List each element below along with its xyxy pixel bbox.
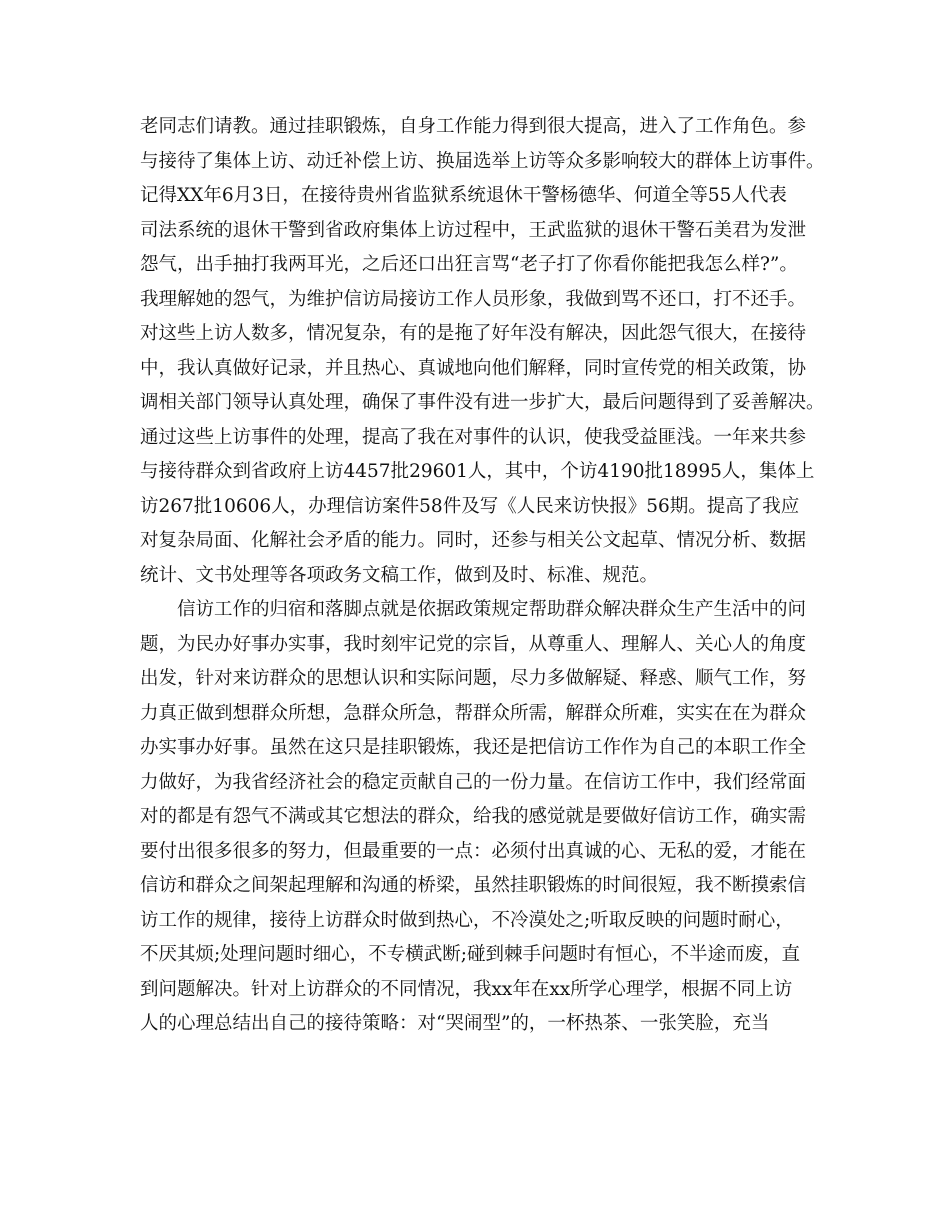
text-line: 到问题解决。针对上访群众的不同情况，我xx年在xx所学心理学，根据不同上访 (140, 978, 793, 1000)
text-line: 力做好，为我省经济社会的稳定贡献自己的一份力量。在信访工作中，我们经常面 (140, 771, 807, 793)
text-line: 题，为民办好事办实事，我时刻牢记党的宗旨，从尊重人、理解人、关心人的角度 (140, 633, 807, 655)
text-line: 对这些上访人数多，情况复杂，有的是拖了好年没有解决，因此怨气很大，在接待 (140, 323, 807, 344)
text-line: 记得XX年6月3日，在接待贵州省监狱系统退休干警杨德华、何道全等55人代表 (140, 185, 787, 206)
text-line: 老同志们请教。通过挂职锻炼，自身工作能力得到很大提高，进入了工作角色。参 (140, 116, 807, 137)
text-line: 统计、文书处理等各项政务文稿工作，做到及时、标准、规范。 (140, 564, 659, 586)
document-body (140, 110, 830, 1042)
text-line: 与接待群众到省政府上访4457批29601人，其中，个访4190批18995人，集体上 (140, 461, 815, 482)
text-line: 对复杂局面、化解社会矛盾的能力。同时，还参与相关公文起草、情况分析、数据 (140, 530, 807, 551)
text-line: 力真正做到想群众所想，急群众所急，帮群众所需，解群众所难，实实在在为群众 (140, 702, 807, 724)
text-line: 要付出很多很多的努力，但最重要的一点：必须付出真诚的心、无私的爱，才能在 (140, 840, 807, 862)
text-line: 对的都是有怨气不满或其它想法的群众，给我的感觉就是要做好信访工作，确实需 (140, 806, 807, 827)
text-line: 人的心理总结出自己的接待策略：对“哭闹型”的，一杯热茶、一张笑脸，充当 (140, 1013, 770, 1034)
text-line: 与接待了集体上访、动迁补偿上访、换届选举上访等众多影响较大的群体上访事件。 (140, 150, 825, 172)
text-line: 我理解她的怨气，为维护信访局接访工作人员形象，我做到骂不还口，打不还手。 (140, 288, 807, 310)
text-line: 出发，针对来访群众的思想认识和实际问题，尽力多做解疑、释惑、顺气工作，努 (140, 668, 807, 689)
text-line: 调相关部门领导认真处理，确保了事件没有进一步扩大，最后问题得到了妥善解决。 (140, 392, 825, 413)
text-line: 信访和群众之间架起理解和沟通的桥梁，虽然挂职锻炼的时间很短，我不断摸索信 (140, 875, 807, 896)
text-line: 访工作的规律，接待上访群众时做到热心，不冷漠处之;听取反映的问题时耐心， (140, 909, 794, 931)
text-line: 办实事办好事。虽然在这只是挂职锻炼，我还是把信访工作作为自己的本职工作全 (140, 737, 807, 758)
text-line: 中，我认真做好记录，并且热心、真诚地向他们解释，同时宣传党的相关政策，协 (140, 357, 807, 379)
text-line: 访267批10606人，办理信访案件58件及写《人民来访快报》56期。提高了我应 (140, 495, 800, 517)
paragraph-start-line: 信访工作的归宿和落脚点就是依据政策规定帮助群众解决群众生产生活中的问 (177, 599, 807, 620)
text-line: 怨气，出手抽打我两耳光，之后还口出狂言骂“老子打了你看你能把我怎么样?”。 (140, 254, 798, 275)
text-line: 通过这些上访事件的处理，提高了我在对事件的认识，使我受益匪浅。一年来共参 (140, 426, 807, 448)
text-line: 不厌其烦;处理问题时细心，不专横武断;碰到棘手问题时有恒心，不半途而废，直 (140, 944, 800, 965)
text-line: 司法系统的退休干警到省政府集体上访过程中，王武监狱的退休干警石美君为发泄 (140, 219, 807, 241)
